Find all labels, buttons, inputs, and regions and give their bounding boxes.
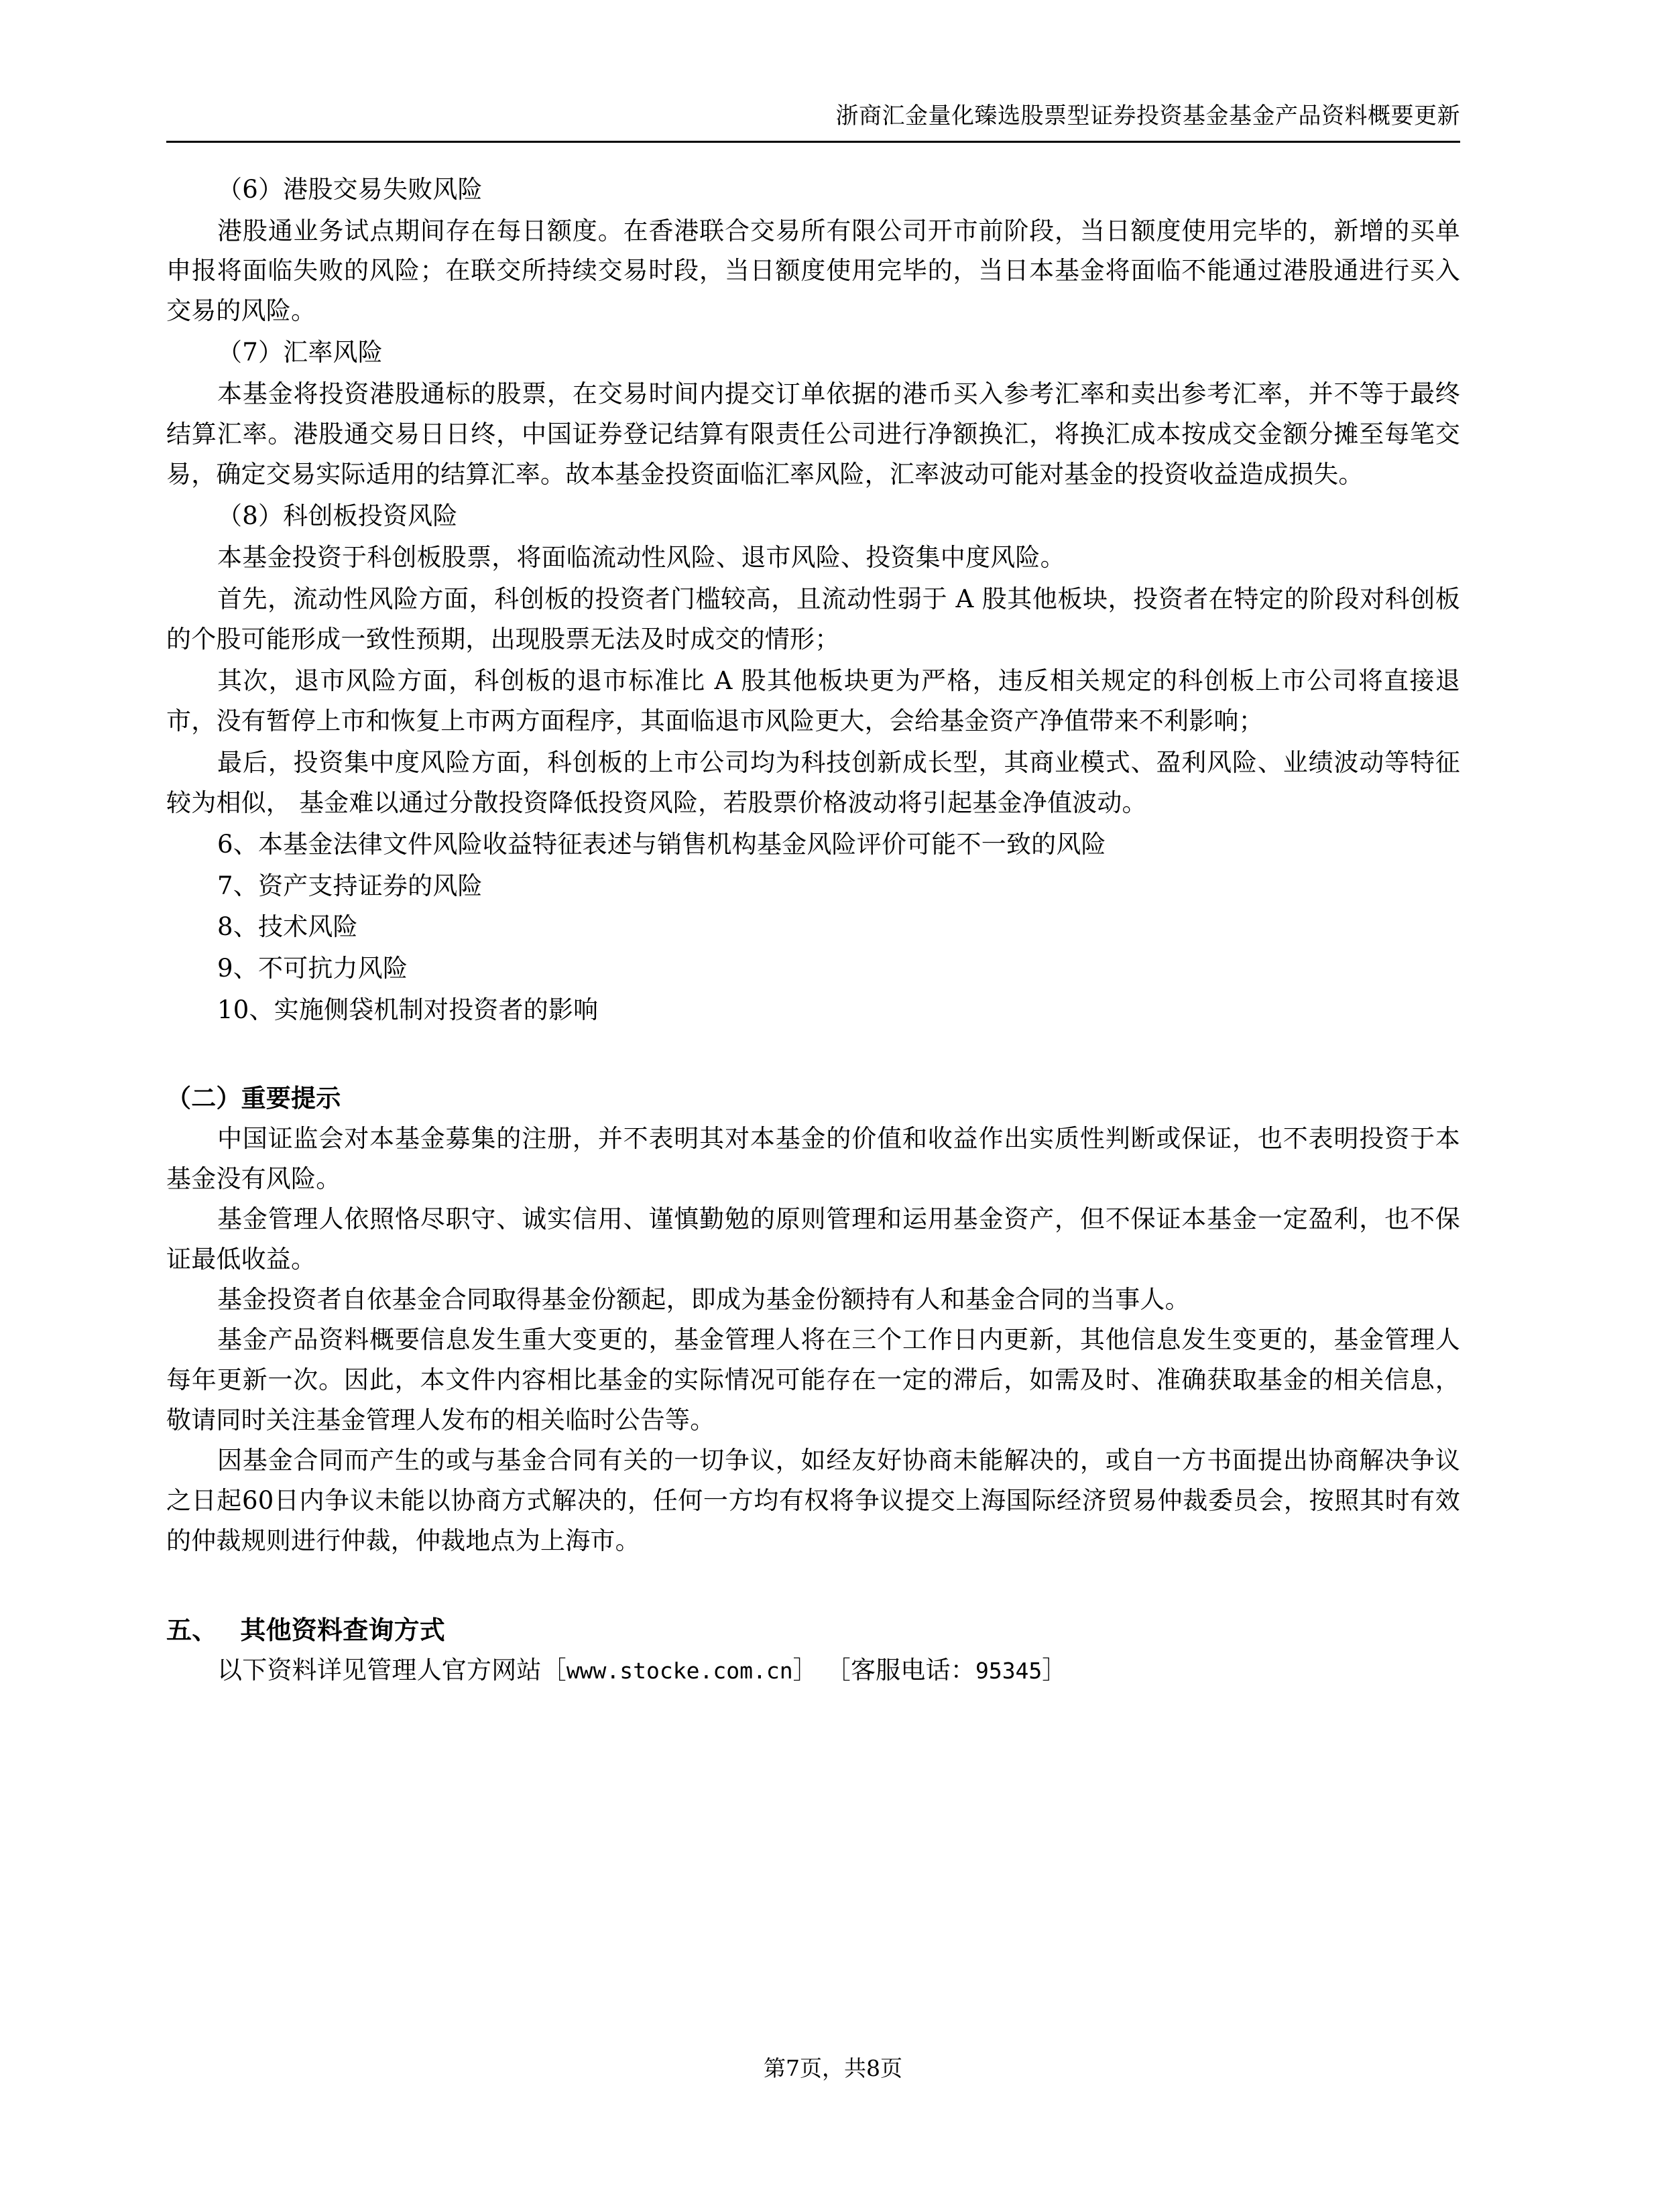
risk-item6-body: 港股通业务试点期间存在每日额度。在香港联合交易所有限公司开市前阶段，当日额度使用完毕的，新增的买单申报将面临失败的风险；在联交所持续交易时段，当日额度使用完毕的，当日本基金将面临不能通过港股通进行买入交易的风险。	[166, 216, 1460, 326]
other-info-middle: ］ ［客服电话：	[792, 1656, 975, 1685]
page-footer: 第7页，共8页	[764, 2055, 902, 2081]
important-notice-p4: 基金产品资料概要信息发生重大变更的，基金管理人将在三个工作日内更新，其他信息发生变更的，基金管理人每年更新一次。因此，本文件内容相比基金的实际情况可能存在一定的滞后，如需及时、准确获取基金的相关信息，敬请同时关注基金管理人发布的相关临时公告等。	[166, 1325, 1460, 1434]
risk-item8-title: （8）科创板投资风险	[217, 501, 458, 531]
risk-numbered-8: 8、技术风险	[217, 912, 358, 942]
risk-item8-body: 本基金投资于科创板股票，将面临流动性风险、退市风险、投资集中度风险。	[217, 543, 1065, 572]
important-notice-p2: 基金管理人依照恪尽职守、诚实信用、谨慎勤勉的原则管理和运用基金资产，但不保证本基金一定盈利，也不保证最低收益。	[166, 1205, 1460, 1274]
risk-numbered-9: 9、不可抗力风险	[217, 954, 408, 983]
risk-item7-body: 本基金将投资港股通标的股票，在交易时间内提交订单依据的港币买入参考汇率和卖出参考汇率，并不等于最终结算汇率。港股通交易日日终，中国证券登记结算有限责任公司进行净额换汇，将换汇成本按成交金额分摊至每笔交易，确定交易实际适用的结算汇率。故本基金投资面临汇率风险，汇率波动可能对基金的投资收益造成损失。	[166, 379, 1460, 489]
risk-item8-delisting: 其次，退市风险方面，科创板的退市标准比 A 股其他板块更为严格，违反相关规定的科创板上市公司将直接退市，没有暂停上市和恢复上市两方面程序，其面临退市风险更大，会给基金资产净值带来不利影响；	[166, 666, 1460, 735]
risk-numbered-10: 10、实施侧袋机制对投资者的影响	[217, 995, 599, 1025]
risk-item8-liquidity: 首先，流动性风险方面，科创板的投资者门槛较高，且流动性弱于 A 股其他板块，投资者在特定的阶段对科创板的个股可能形成一致性预期，出现股票无法及时成交的情形；	[166, 584, 1460, 654]
risk-numbered-6: 6、本基金法律文件风险收益特征表述与销售机构基金风险评价可能不一致的风险	[217, 829, 1106, 859]
page-header: 浙商汇金量化臻选股票型证券投资基金基金产品资料概要更新	[835, 103, 1460, 129]
important-notice-p1: 中国证监会对本基金募集的注册，并不表明其对本基金的价值和收益作出实质性判断或保证，也不表明投资于本基金没有风险。	[166, 1124, 1460, 1194]
risk-numbered-7: 7、资产支持证券的风险	[217, 871, 483, 900]
page-content	[166, 101, 1460, 1691]
important-notice-p5: 因基金合同而产生的或与基金合同有关的一切争议，如经友好协商未能解决的，或自一方书面提出协商解决争议之日起60日内争议未能以协商方式解决的，任何一方均有权将争议提交上海国际经济贸易仲裁委员会，按照其时有效的仲裁规则进行仲裁，仲裁地点为上海市。	[166, 1445, 1460, 1555]
official-website-link[interactable]: www.stocke.com.cn	[566, 1658, 793, 1684]
service-phone: 95345	[975, 1658, 1043, 1684]
risk-item7-title: （7）汇率风险	[217, 338, 383, 367]
important-notice-section	[166, 1079, 1460, 1560]
risk-item6-title: （6）港股交易失败风险	[217, 174, 483, 204]
other-info-heading	[166, 1609, 1460, 1651]
other-info-title: 其他资料查询方式	[240, 1614, 446, 1645]
other-info-line	[166, 1650, 1460, 1691]
other-info-suffix: ］	[1042, 1656, 1067, 1685]
other-info-number: 五、	[166, 1614, 218, 1645]
risk-item8-concentration: 最后，投资集中度风险方面，科创板的上市公司均为科技创新成长型，其商业模式、盈利风险、业绩波动等特征较为相似， 基金难以通过分散投资降低投资风险，若股票价格波动将引起基金净值波动。	[166, 747, 1460, 817]
risk-section	[166, 170, 1460, 1031]
important-notice-p3: 基金投资者自依基金合同取得基金份额起，即成为基金份额持有人和基金合同的当事人。	[217, 1284, 1190, 1314]
other-info-section	[166, 1609, 1460, 1691]
other-info-prefix: 以下资料详见管理人官方网站［	[217, 1656, 567, 1685]
header-divider	[166, 141, 1460, 143]
important-notice-title: （二）重要提示	[166, 1083, 341, 1113]
